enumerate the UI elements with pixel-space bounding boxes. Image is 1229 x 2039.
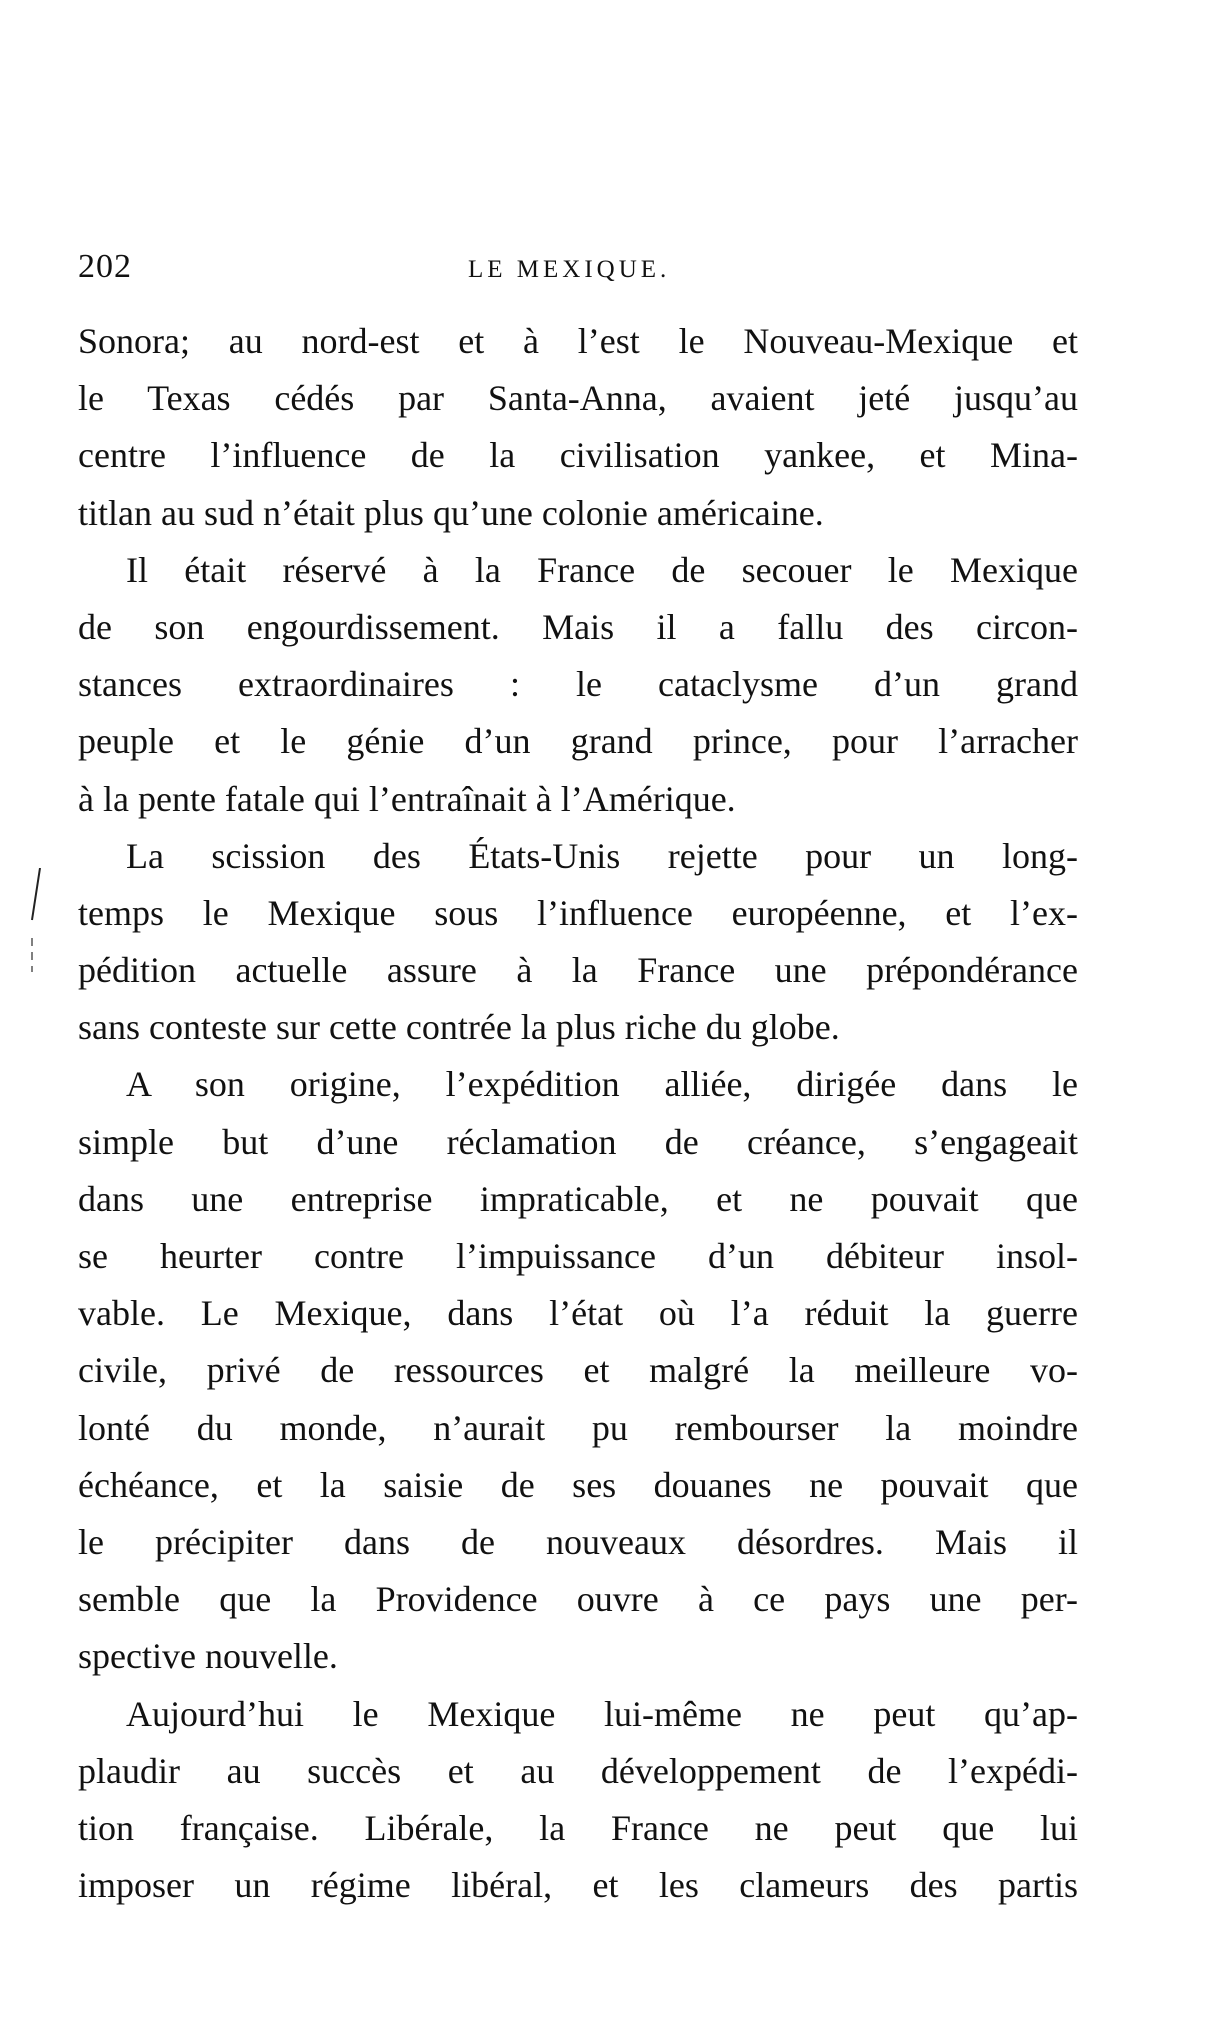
- body-text: [78, 313, 1078, 1914]
- margin-pencil-mark: [28, 868, 48, 998]
- text-line: échéance, et la saisie de ses douanes ne pouvait que: [78, 1464, 1078, 1505]
- text-line: imposer un régime libéral, et les clameurs des partis: [78, 1865, 1078, 1906]
- running-title: LE MEXIQUE.: [468, 256, 671, 283]
- text-line: lonté du monde, n’aurait pu rembourser la moindre: [78, 1407, 1078, 1448]
- text-line: titlan au sud n’était plus qu’une colonie américaine.: [78, 492, 824, 533]
- text-line: à la pente fatale qui l’entraînait à l’Amérique.: [78, 778, 736, 819]
- text-line: stances extraordinaires : le cataclysme d’un grand: [78, 664, 1078, 705]
- text-line: dans une entreprise impraticable, et ne pouvait que: [78, 1178, 1078, 1219]
- text-line: Il était réservé à la France de secouer le Mexique: [126, 549, 1078, 590]
- text-line: simple but d’une réclamation de créance, s’engageait: [78, 1121, 1078, 1162]
- text-line: semble que la Providence ouvre à ce pays une per-: [78, 1579, 1078, 1620]
- text-line: pédition actuelle assure à la France une prépondérance: [78, 950, 1078, 991]
- page-header: [78, 248, 1078, 288]
- text-line: centre l’influence de la civilisation yankee, et Mina-: [78, 435, 1078, 476]
- text-line: se heurter contre l’impuissance d’un débiteur insol-: [78, 1236, 1078, 1276]
- text-line: Aujourd’hui le Mexique lui-même ne peut qu’ap-: [126, 1693, 1078, 1734]
- text-line: spective nouvelle.: [78, 1636, 338, 1677]
- text-line: plaudir au succès et au développement de l’expédi-: [78, 1750, 1078, 1791]
- text-line: de son engourdissement. Mais il a fallu des circon-: [78, 606, 1078, 647]
- page-number: 202: [78, 248, 132, 285]
- text-line: vable. Le Mexique, dans l’état où l’a réduit la guerre: [78, 1293, 1078, 1334]
- text-line: A son origine, l’expédition alliée, dirigée dans le: [126, 1064, 1078, 1105]
- text-line: le Texas cédés par Santa-Anna, avaient jeté jusqu’au: [78, 378, 1078, 419]
- text-line: temps le Mexique sous l’influence européenne, et l’ex-: [78, 892, 1078, 933]
- text-line: tion française. Libérale, la France ne peut que lui: [78, 1807, 1078, 1848]
- text-line: La scission des États-Unis rejette pour un long-: [126, 835, 1078, 876]
- text-line: le précipiter dans de nouveaux désordres. Mais il: [78, 1521, 1078, 1562]
- text-line: peuple et le génie d’un grand prince, pour l’arracher: [78, 721, 1078, 762]
- text-line: civile, privé de ressources et malgré la meilleure vo-: [78, 1350, 1078, 1391]
- text-line: sans conteste sur cette contrée la plus riche du globe.: [78, 1007, 840, 1048]
- text-line: Sonora; au nord-est et à l’est le Nouveau-Mexique et: [78, 321, 1078, 361]
